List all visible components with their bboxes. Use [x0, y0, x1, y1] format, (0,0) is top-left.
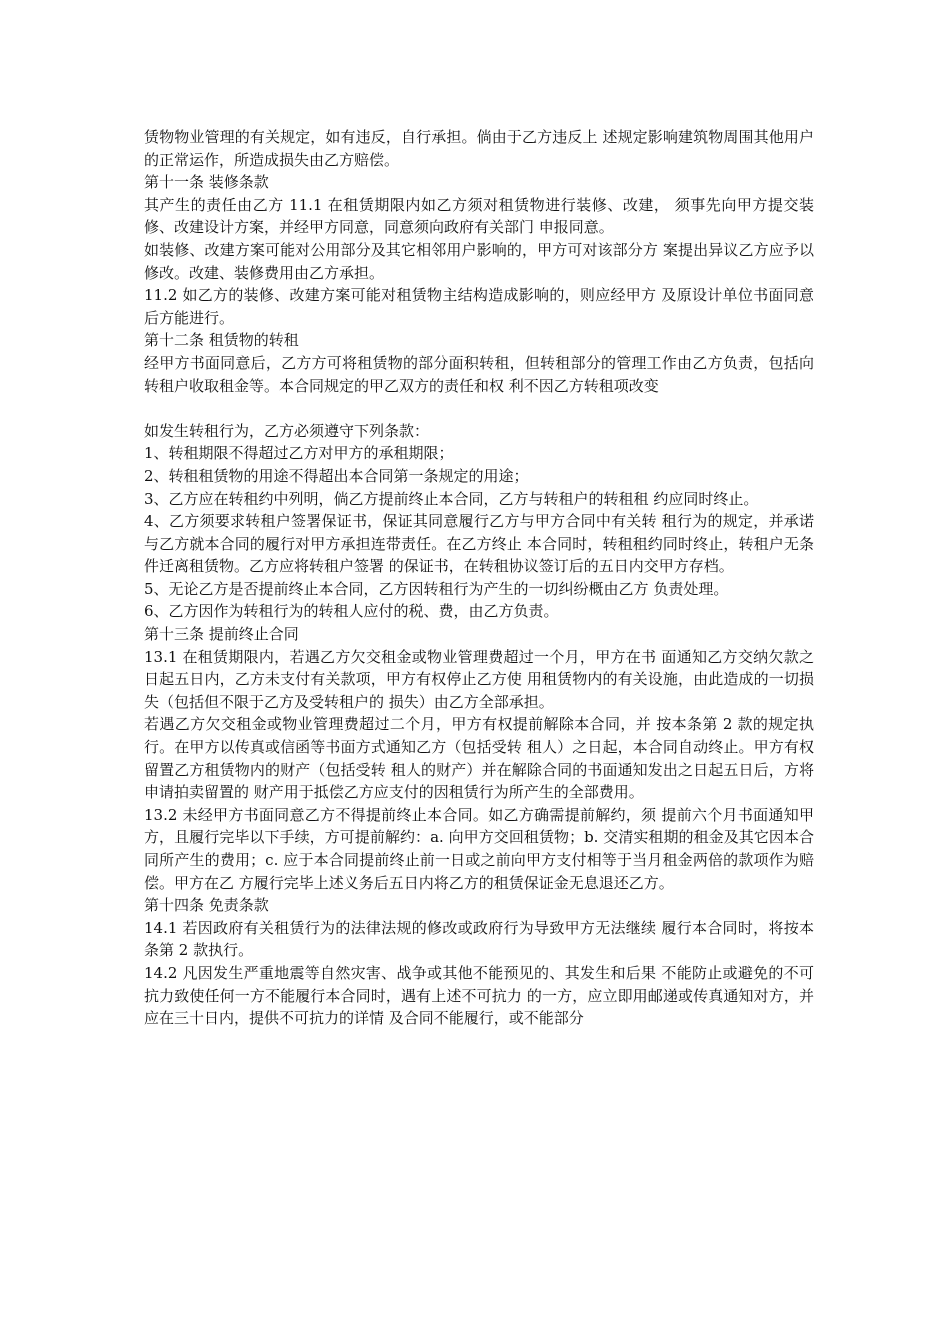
paragraph: 赁物物业管理的有关规定，如有违反，自行承担。倘由于乙方违反上 述规定影响建筑物周围其他用户的正常运作，所造成损失由乙方赔偿。: [144, 128, 814, 169]
paragraph: 若遇乙方欠交租金或物业管理费超过二个月，甲方有权提前解除本合同，并 按本条第 2 款的规定执行。在甲方以传真或信函等书面方式通知乙方（包括受转 租人）之日起，本合同自动终止。甲方有权留置乙方租赁物内的财产（包括受转 租人的财产）并在解除合同的书面通知发出之日起五日后，方将申请拍卖留置的 财产用于抵偿乙方应支付的因租赁行为所产生的全部费用。: [144, 715, 814, 802]
paragraph: 11.2 如乙方的装修、改建方案可能对租赁物主结构造成影响的，则应经甲方 及原设计单位书面同意后方能进行。: [144, 286, 814, 327]
document-body: [144, 126, 814, 1030]
paragraph: 其产生的责任由乙方 11.1 在租赁期限内如乙方须对租赁物进行装修、改建， 须事先向甲方提交装修、改建设计方案，并经甲方同意，同意须向政府有关部门 申报同意。: [144, 195, 814, 237]
paragraph: 1、转租期限不得超过乙方对甲方的承租期限；: [144, 444, 454, 463]
paragraph: 4、乙方须要求转租户签署保证书，保证其同意履行乙方与甲方合同中有关转 租行为的规定，并承诺与乙方就本合同的履行对甲方承担连带责任。在乙方终止 本合同时，转租租约同时终止，转租户无条件迁离租赁物。乙方应将转租户签署 的保证书，在转租协议签订后的五日内交甲方存档。: [144, 512, 814, 576]
article-heading: 第十四条 免责条款: [144, 896, 269, 915]
article-heading: 第十二条 租赁物的转租: [144, 331, 299, 350]
paragraph: 6、乙方因作为转租行为的转租人应付的税、费，由乙方负责。: [144, 602, 559, 621]
paragraph: 如装修、改建方案可能对公用部分及其它相邻用户影响的，甲方可对该部分方 案提出异议乙方应予以修改。改建、装修费用由乙方承担。: [144, 240, 814, 282]
paragraph: 5、无论乙方是否提前终止本合同，乙方因转租行为产生的一切纠纷概由乙方 负责处理。: [144, 579, 729, 598]
paragraph: 如发生转租行为，乙方必须遵守下列条款：: [144, 421, 430, 440]
paragraph: 经甲方书面同意后，乙方方可将租赁物的部分面积转租，但转租部分的管理工作由乙方负责，包括向转租户收取租金等。本合同规定的甲乙双方的责任和权 利不因乙方转租项改变: [144, 353, 814, 395]
paragraph: 14.2 凡因发生严重地震等自然灾害、战争或其他不能预见的、其发生和后果 不能防止或避免的不可抗力致使任何一方不能履行本合同时，遇有上述不可抗力 的一方，应立即用邮递或传真通知对方，并应在三十日内，提供不可抗力的详情 及合同不能履行，或不能部分: [144, 963, 814, 1028]
paragraph: 3、乙方应在转租约中列明，倘乙方提前终止本合同，乙方与转租户的转租租 约应同时终止。: [144, 489, 759, 508]
paragraph: 13.1 在租赁期限内，若遇乙方欠交租金或物业管理费超过一个月，甲方在书 面通知乙方交纳欠款之日起五日内，乙方未支付有关款项，甲方有权停止乙方使 用租赁物内的有关设施，由此造成的一切损失（包括但不限于乙方及受转租户的 损失）由乙方全部承担。: [144, 647, 814, 711]
paragraph: 2、转租租赁物的用途不得超出本合同第一条规定的用途；: [144, 466, 529, 485]
blank-line: [144, 397, 814, 420]
article-heading: 第十三条 提前终止合同: [144, 625, 299, 644]
article-heading: 第十一条 装修条款: [144, 173, 269, 192]
paragraph: 13.2 未经甲方书面同意乙方不得提前终止本合同。如乙方确需提前解约，须 提前六个月书面通知甲方，且履行完毕以下手续，方可提前解约：a. 向甲方交回租赁物；b. 交清实租期的租金及其它因本合同所产生的费用；c. 应于本合同提前终止前一日或之前向甲方支付相等于当月租金两倍的款项作为赔偿。甲方在乙 方履行完毕上述义务后五日内将乙方的租赁保证金无息退还乙方。: [144, 805, 814, 892]
paragraph: 14.1 若因政府有关租赁行为的法律法规的修改或政府行为导致甲方无法继续 履行本合同时，将按本条第 2 款执行。: [144, 918, 814, 960]
